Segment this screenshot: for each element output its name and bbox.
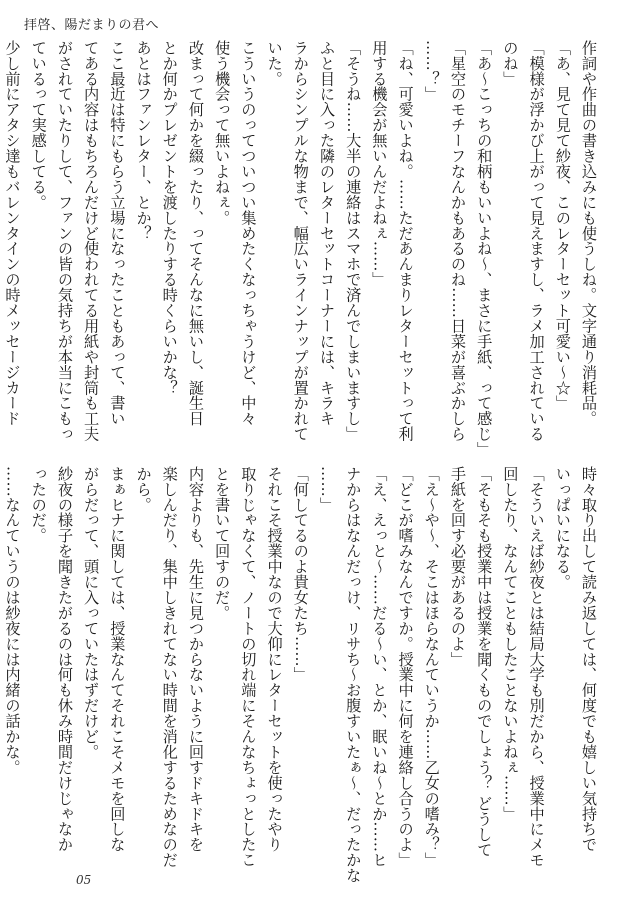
text-line: のね」: [501, 40, 520, 87]
text-line: 取りじゃなくて、ノートの切れ端にそんなちょっとしたこ: [239, 466, 258, 868]
text-line: 「どこが嗜みなんですか。授業中に何を連絡し合うのよ」: [396, 466, 415, 868]
text-line: ……なんていうのは紗夜には内緒の話かな。: [3, 466, 22, 775]
text-line: 改まって何かを綴ったり、ってそんなに無いし、誕生日: [186, 40, 205, 427]
text-line: ているって実感してる。: [29, 40, 48, 210]
text-line: いた。: [265, 40, 284, 87]
text-line: 「そうね……大半の連絡はスマホで済んでしまいますし」: [344, 40, 363, 442]
text-line: ナからはなんだっけ、リサち～お腹すいたぁ～、だったかな: [344, 466, 363, 884]
text-line: あとはファンレター、とか？: [134, 40, 153, 241]
text-line: 「模様が浮かび上がって見えますし、ラメ加工されている: [527, 40, 546, 442]
text-line: てある内容はもちろんだけど使われてる用紙や封筒も工夫: [82, 40, 101, 442]
text-line: ここ最近は特にもらう立場になったこともあって、書い: [108, 40, 127, 427]
text-line: 「え、えっと～……だる～い、とか、眠いね～とか……ヒ: [370, 466, 389, 868]
text-line: 少し前にアタシ達もバレンタインの時メッセージカード: [3, 40, 22, 427]
text-line: 使う機会って無いよねぇ。: [213, 40, 232, 226]
text-line: いっぱいになる。: [553, 466, 572, 590]
text-line: 作詞や作曲の書き込みにも使うしね。文字通り消耗品。: [580, 40, 598, 427]
text-line: 紗夜の様子を聞きたがるのは何も休み時間だけじゃなか: [55, 466, 74, 853]
text-line: 「ね、可愛いよね。……ただあんまりレターセットって利: [396, 40, 415, 442]
text-line: 回したり、なんてこともしたことないよねぇ……」: [501, 466, 520, 822]
text-line: こういうのってついつい集めたくなっちゃうけど、中々: [239, 40, 258, 427]
text-line: ラからシンプルな物まで、幅広いラインナップが置かれて: [291, 40, 310, 442]
text-line: 「あ～こっちの和柄もいいよね～、まさに手紙、って感じ」: [475, 40, 494, 458]
page-number: 05: [76, 873, 92, 887]
text-line: まぁヒナに関しては、授業なんてそれこそメモを回しな: [108, 466, 127, 853]
text-line: がされていたりして、ファンの皆の気持ちが本当にこもっ: [55, 40, 74, 442]
text-line: 楽しんだり、集中しきれてない時間を消化するためなのだ: [160, 466, 179, 868]
text-line: ……」: [317, 466, 336, 513]
text-line: とを書いて回すのだ。: [213, 466, 232, 621]
text-line: 「あ、見て見て紗夜、このレターセット可愛い～☆」: [553, 40, 572, 411]
running-header: 拝啓、陽だまりの君へ: [24, 18, 160, 33]
text-line: 「何してるのよ貴女たち……」: [291, 466, 310, 683]
text-line: 時々取り出して読み返しては、何度でも嬉しい気持ちで: [580, 466, 598, 853]
text-line: ったのだ。: [29, 466, 48, 544]
text-line: ふと目に入った隣のレターセットコーナーには、キラキ: [317, 40, 336, 427]
text-line: 「え～や～、そこはほらなんていうか……乙女の嗜み？」: [422, 466, 441, 868]
text-line: 「そもそも授業中は授業を聞くものでしょう？ どうして: [475, 466, 494, 858]
text-line: から。: [134, 466, 153, 513]
upper-text-block: [3, 40, 602, 458]
text-line: それこそ授業中なので大仰にレターセットを使ったやり: [265, 466, 284, 853]
text-line: 「そういえば紗夜とは結局大学も別だから、授業中にメモ: [527, 466, 546, 868]
text-line: 内容よりも、先生に見つからないように回すドキドキを: [186, 466, 205, 853]
text-line: とか何かプレゼントを渡したりする時くらいかな？: [160, 40, 179, 396]
text-line: 手紙を回す必要があるのよ」: [448, 466, 467, 667]
text-line: ……？」: [422, 40, 441, 102]
text-line: 用する機会が無いんだよねぇ……」: [370, 40, 389, 288]
text-line: 「星空のモチーフなんかもあるのね……日菜が喜ぶかしら: [448, 40, 467, 442]
text-line: がらだって、頭に入っていたはずだけど。: [82, 466, 101, 760]
